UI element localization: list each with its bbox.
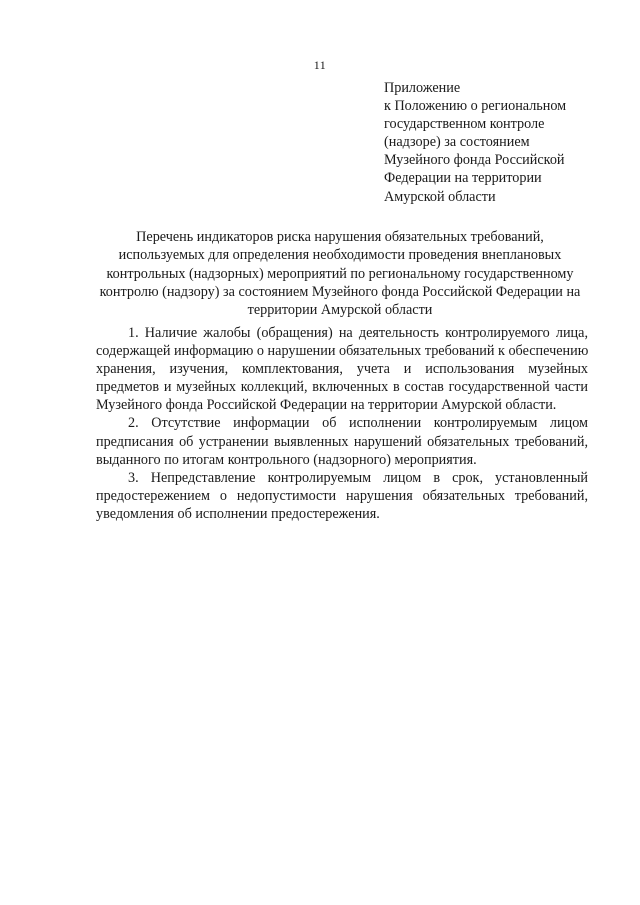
document-title (80, 228, 600, 319)
appendix-header (384, 79, 594, 206)
appendix-line: Приложение (384, 80, 461, 96)
item-line: предостережением о недопустимости нарушения обязательных требований, (96, 487, 588, 504)
list-item-1 (96, 324, 588, 414)
item-line: уведомления об исполнении предостережения. (96, 505, 380, 522)
title-line: территории Амурской области (247, 302, 433, 319)
list-item-2 (96, 414, 588, 468)
item-line: содержащей информацию о нарушении обязательных требований к обеспечению (96, 343, 589, 360)
appendix-line: Федерации на территории (384, 170, 542, 187)
title-line: контрольных (надзорных) мероприятий по региональному государственному (106, 265, 574, 282)
appendix-line: Амурской области (384, 188, 496, 205)
item-line: выданного по итогам контрольного (надзорного) мероприятия. (96, 451, 477, 468)
title-line: используемых для определения необходимости проведения внеплановых (118, 247, 562, 264)
item-line: предписания об устранении выявленных нарушений обязательных требований, (96, 433, 588, 450)
appendix-line: государственном контроле (384, 116, 545, 133)
item-line: Музейного фонда Российской Федерации на территории Амурской области. (96, 397, 557, 414)
item-line: 3. Непредставление контролируемым лицом в срок, установленный (128, 469, 588, 486)
appendix-line: Музейного фонда Российской (384, 152, 565, 169)
item-line: хранения, изучения, комплектования, учета и использования музейных (96, 361, 588, 378)
appendix-line: к Положению о региональном (384, 98, 567, 115)
document-body (96, 324, 588, 523)
item-line: предметов и музейных коллекций, включенных в состав государственной части (96, 379, 588, 396)
item-line: 1. Наличие жалобы (обращения) на деятельность контролируемого лица, (128, 325, 588, 341)
page-number: 11 (313, 58, 327, 72)
title-line: контролю (надзору) за состоянием Музейного фонда Российской Федерации на (99, 283, 581, 300)
item-line: 2. Отсутствие информации об исполнении контролируемым лицом (128, 415, 588, 432)
list-item-3 (96, 469, 588, 523)
title-line: Перечень индикаторов риска нарушения обязательных требований, (136, 229, 544, 245)
appendix-line: (надзоре) за состоянием (384, 134, 530, 151)
